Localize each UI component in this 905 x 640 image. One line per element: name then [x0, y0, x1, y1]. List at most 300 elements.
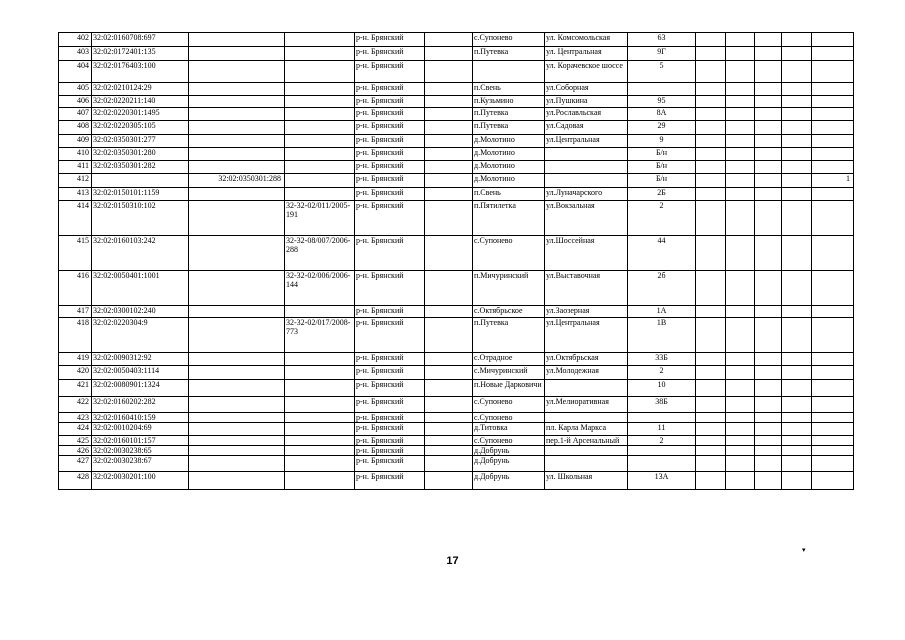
cadastral-number-cell: 32:02:0350301:277 [92, 135, 189, 148]
cadastral-number-cell: 32:02:0172401:135 [92, 47, 189, 61]
empty-cell [782, 306, 812, 318]
district-cell: р-н. Брянский [355, 423, 425, 436]
quantity-cell [812, 83, 854, 96]
settlement-cell: с.Супонево [473, 413, 545, 423]
house-number-cell: 5 [628, 61, 696, 83]
empty-cell [726, 446, 755, 456]
cadastral-number-cell: 32:02:0030201:100 [92, 472, 189, 490]
cadastral-number-alt-cell [189, 121, 285, 135]
settlement-cell: с.Супонево [473, 33, 545, 47]
empty-cell [755, 61, 782, 83]
empty-cell [696, 96, 726, 108]
empty-cell [782, 271, 812, 306]
settlement-cell: д.Молотино [473, 148, 545, 161]
empty-cell [726, 96, 755, 108]
empty-cell [726, 353, 755, 366]
quantity-cell: 1 [812, 174, 854, 188]
empty-cell [782, 397, 812, 413]
empty-cell [782, 96, 812, 108]
quantity-cell [812, 366, 854, 380]
table-row [59, 436, 854, 446]
quantity-cell [812, 188, 854, 201]
row-number-cell: 428 [59, 472, 92, 490]
cadastral-number-alt-cell [189, 456, 285, 472]
quantity-cell [812, 33, 854, 47]
cadastral-number-alt-cell [189, 33, 285, 47]
empty-cell [755, 446, 782, 456]
cadastral-number-cell: 32:02:0160103:242 [92, 236, 189, 271]
registration-number-cell [285, 446, 355, 456]
row-number-cell: 426 [59, 446, 92, 456]
house-number-cell: 29 [628, 121, 696, 135]
registration-number-cell [285, 472, 355, 490]
property-table [58, 32, 854, 490]
registration-number-cell [285, 306, 355, 318]
district-cell: р-н. Брянский [355, 188, 425, 201]
row-number-cell: 427 [59, 456, 92, 472]
empty-cell [696, 271, 726, 306]
street-cell: ул.Выставочная [545, 271, 628, 306]
quantity-cell [812, 446, 854, 456]
empty-cell [425, 366, 473, 380]
street-cell [545, 413, 628, 423]
district-cell: р-н. Брянский [355, 306, 425, 318]
house-number-cell: 11 [628, 423, 696, 436]
house-number-cell [628, 456, 696, 472]
cadastral-number-alt-cell [189, 188, 285, 201]
empty-cell [726, 271, 755, 306]
row-number-cell: 416 [59, 271, 92, 306]
cadastral-number-cell: 32:02:0210124:29 [92, 83, 189, 96]
empty-cell [755, 161, 782, 174]
settlement-cell: с.Октябрьское [473, 306, 545, 318]
table-row [59, 148, 854, 161]
empty-cell [782, 236, 812, 271]
settlement-cell: с.Супонево [473, 397, 545, 413]
table-body [59, 33, 854, 490]
empty-cell [696, 380, 726, 397]
quantity-cell [812, 413, 854, 423]
cadastral-number-alt-cell [189, 83, 285, 96]
empty-cell [425, 318, 473, 353]
cadastral-number-cell: 32:02:0350301:280 [92, 148, 189, 161]
cadastral-number-alt-cell [189, 413, 285, 423]
cadastral-number-alt-cell [189, 96, 285, 108]
table-row [59, 174, 854, 188]
empty-cell [755, 271, 782, 306]
settlement-cell: п.Путевка [473, 318, 545, 353]
registration-number-cell [285, 83, 355, 96]
registration-number-cell [285, 380, 355, 397]
district-cell: р-н. Брянский [355, 108, 425, 121]
table-row [59, 188, 854, 201]
empty-cell [696, 121, 726, 135]
row-number-cell: 403 [59, 47, 92, 61]
street-cell: ул.Соборная [545, 83, 628, 96]
quantity-cell [812, 353, 854, 366]
empty-cell [696, 472, 726, 490]
house-number-cell: 9 [628, 135, 696, 148]
table-row [59, 161, 854, 174]
quantity-cell [812, 201, 854, 236]
empty-cell [782, 446, 812, 456]
cadastral-number-alt-cell [189, 472, 285, 490]
page-number: 17 [446, 555, 459, 567]
empty-cell [782, 353, 812, 366]
row-number-cell: 420 [59, 366, 92, 380]
house-number-cell: 1В [628, 318, 696, 353]
empty-cell [425, 236, 473, 271]
district-cell: р-н. Брянский [355, 201, 425, 236]
empty-cell [755, 121, 782, 135]
row-number-cell: 408 [59, 121, 92, 135]
cadastral-number-alt-cell [189, 201, 285, 236]
settlement-cell: с.Супонево [473, 436, 545, 446]
registration-number-cell [285, 353, 355, 366]
empty-cell [696, 353, 726, 366]
empty-cell [782, 318, 812, 353]
registration-number-cell [285, 366, 355, 380]
settlement-cell: п.Путевка [473, 108, 545, 121]
cadastral-number-cell: 32:02:0050403:1114 [92, 366, 189, 380]
empty-cell [696, 201, 726, 236]
cadastral-number-cell: 32:02:0220304:9 [92, 318, 189, 353]
empty-cell [696, 413, 726, 423]
empty-cell [782, 161, 812, 174]
quantity-cell [812, 161, 854, 174]
empty-cell [726, 135, 755, 148]
row-number-cell: 412 [59, 174, 92, 188]
empty-cell [755, 33, 782, 47]
empty-cell [425, 423, 473, 436]
empty-cell [696, 456, 726, 472]
street-cell: ул. Корачевское шоссе [545, 61, 628, 83]
table-row [59, 413, 854, 423]
empty-cell [726, 436, 755, 446]
cadastral-number-cell: 32:02:0150101:1159 [92, 188, 189, 201]
cadastral-number-cell: 32:02:0080901:1324 [92, 380, 189, 397]
street-cell: ул.Шоссейная [545, 236, 628, 271]
empty-cell [782, 380, 812, 397]
street-cell: ул.Молодежная [545, 366, 628, 380]
registration-number-cell [285, 161, 355, 174]
empty-cell [425, 456, 473, 472]
street-cell: ул.Заозерная [545, 306, 628, 318]
table-row [59, 96, 854, 108]
empty-cell [696, 436, 726, 446]
house-number-cell: 1А [628, 306, 696, 318]
empty-cell [726, 161, 755, 174]
cadastral-number-cell: 32:02:0220305:105 [92, 121, 189, 135]
registration-number-cell [285, 174, 355, 188]
empty-cell [696, 236, 726, 271]
table-row [59, 423, 854, 436]
cadastral-number-cell: 32:02:0150310:102 [92, 201, 189, 236]
empty-cell [782, 413, 812, 423]
empty-cell [755, 456, 782, 472]
registration-number-cell [285, 148, 355, 161]
table-row [59, 456, 854, 472]
empty-cell [696, 366, 726, 380]
empty-cell [782, 472, 812, 490]
row-number-cell: 423 [59, 413, 92, 423]
empty-cell [755, 188, 782, 201]
empty-cell [425, 271, 473, 306]
empty-cell [755, 413, 782, 423]
district-cell: р-н. Брянский [355, 271, 425, 306]
row-number-cell: 410 [59, 148, 92, 161]
empty-cell [726, 47, 755, 61]
district-cell: р-н. Брянский [355, 472, 425, 490]
empty-cell [755, 148, 782, 161]
cadastral-number-cell: 32:02:0090312:92 [92, 353, 189, 366]
row-number-cell: 419 [59, 353, 92, 366]
cadastral-number-cell: 32:02:0010204:69 [92, 423, 189, 436]
empty-cell [782, 108, 812, 121]
settlement-cell: с.Мичуринский [473, 366, 545, 380]
registration-number-cell [285, 33, 355, 47]
empty-cell [755, 353, 782, 366]
table-row [59, 397, 854, 413]
district-cell: р-н. Брянский [355, 456, 425, 472]
row-number-cell: 421 [59, 380, 92, 397]
cadastral-number-alt-cell [189, 47, 285, 61]
table-row [59, 83, 854, 96]
empty-cell [726, 236, 755, 271]
house-number-cell [628, 413, 696, 423]
empty-cell [425, 201, 473, 236]
empty-cell [425, 306, 473, 318]
empty-cell [696, 423, 726, 436]
settlement-cell: д.Молотино [473, 135, 545, 148]
house-number-cell: 2 [628, 366, 696, 380]
quantity-cell [812, 306, 854, 318]
empty-cell [755, 366, 782, 380]
empty-cell [726, 456, 755, 472]
cadastral-number-cell: 32:02:0220211:140 [92, 96, 189, 108]
registration-number-cell: 32-32-08/007/2006-288 [285, 236, 355, 271]
district-cell: р-н. Брянский [355, 446, 425, 456]
empty-cell [726, 380, 755, 397]
district-cell: р-н. Брянский [355, 33, 425, 47]
table-row [59, 306, 854, 318]
quantity-cell [812, 108, 854, 121]
table-row [59, 318, 854, 353]
empty-cell [425, 135, 473, 148]
empty-cell [726, 306, 755, 318]
empty-cell [782, 135, 812, 148]
house-number-cell: 2 [628, 201, 696, 236]
empty-cell [425, 121, 473, 135]
empty-cell [696, 108, 726, 121]
empty-cell [425, 61, 473, 83]
district-cell: р-н. Брянский [355, 83, 425, 96]
cadastral-number-alt-cell [189, 135, 285, 148]
registry-sheet [58, 32, 853, 490]
table-row [59, 271, 854, 306]
cadastral-number-cell: 32:02:0050401:1001 [92, 271, 189, 306]
street-cell: ул.Пушкина [545, 96, 628, 108]
cadastral-number-alt-cell [189, 236, 285, 271]
cadastral-number-alt-cell [189, 366, 285, 380]
street-cell [545, 174, 628, 188]
district-cell: р-н. Брянский [355, 135, 425, 148]
cadastral-number-alt-cell [189, 61, 285, 83]
cadastral-number-alt-cell [189, 353, 285, 366]
row-number-cell: 413 [59, 188, 92, 201]
cadastral-number-alt-cell [189, 318, 285, 353]
empty-cell [425, 83, 473, 96]
table-row [59, 353, 854, 366]
cadastral-number-alt-cell [189, 161, 285, 174]
empty-cell [782, 366, 812, 380]
registration-number-cell [285, 135, 355, 148]
empty-cell [726, 413, 755, 423]
house-number-cell: 8А [628, 108, 696, 121]
empty-cell [425, 413, 473, 423]
district-cell: р-н. Брянский [355, 236, 425, 271]
empty-cell [425, 161, 473, 174]
empty-cell [425, 174, 473, 188]
empty-cell [425, 446, 473, 456]
registration-number-cell: 32-32-02/017/2008-773 [285, 318, 355, 353]
district-cell: р-н. Брянский [355, 366, 425, 380]
settlement-cell: п.Кузьмино [473, 96, 545, 108]
street-cell: пер.1-й Арсенальный [545, 436, 628, 446]
empty-cell [425, 472, 473, 490]
registration-number-cell [285, 121, 355, 135]
house-number-cell: 2б [628, 271, 696, 306]
empty-cell [755, 318, 782, 353]
table-row [59, 47, 854, 61]
settlement-cell: д.Титовка [473, 423, 545, 436]
empty-cell [726, 397, 755, 413]
empty-cell [782, 436, 812, 446]
quantity-cell [812, 436, 854, 446]
cadastral-number-alt-cell: 32:02:0350301:288 [189, 174, 285, 188]
cadastral-number-cell: 32:02:0160202:282 [92, 397, 189, 413]
registration-number-cell [285, 61, 355, 83]
row-number-cell: 422 [59, 397, 92, 413]
settlement-cell: с.Отрадное [473, 353, 545, 366]
table-row [59, 33, 854, 47]
district-cell: р-н. Брянский [355, 436, 425, 446]
cadastral-number-alt-cell [189, 108, 285, 121]
registration-number-cell [285, 108, 355, 121]
settlement-cell: д.Добрунь [473, 456, 545, 472]
district-cell: р-н. Брянский [355, 353, 425, 366]
empty-cell [425, 33, 473, 47]
settlement-cell: п.Путевка [473, 121, 545, 135]
settlement-cell: п.Свень [473, 83, 545, 96]
house-number-cell: 44 [628, 236, 696, 271]
settlement-cell [473, 61, 545, 83]
cadastral-number-cell [92, 174, 189, 188]
quantity-cell [812, 47, 854, 61]
settlement-cell: д.Молотино [473, 174, 545, 188]
district-cell: р-н. Брянский [355, 318, 425, 353]
empty-cell [425, 353, 473, 366]
street-cell: ул.Луначарского [545, 188, 628, 201]
empty-cell [425, 397, 473, 413]
district-cell: р-н. Брянский [355, 174, 425, 188]
empty-cell [425, 188, 473, 201]
cadastral-number-alt-cell [189, 446, 285, 456]
empty-cell [696, 188, 726, 201]
row-number-cell: 414 [59, 201, 92, 236]
street-cell: ул.Центральная [545, 318, 628, 353]
row-number-cell: 406 [59, 96, 92, 108]
quantity-cell [812, 135, 854, 148]
empty-cell [755, 96, 782, 108]
empty-cell [755, 83, 782, 96]
empty-cell [726, 423, 755, 436]
table-row [59, 108, 854, 121]
quantity-cell [812, 472, 854, 490]
empty-cell [425, 436, 473, 446]
row-number-cell: 415 [59, 236, 92, 271]
empty-cell [726, 201, 755, 236]
district-cell: р-н. Брянский [355, 161, 425, 174]
house-number-cell [628, 83, 696, 96]
registration-number-cell [285, 436, 355, 446]
empty-cell [782, 456, 812, 472]
row-number-cell: 418 [59, 318, 92, 353]
cadastral-number-cell: 32:02:0160708:697 [92, 33, 189, 47]
house-number-cell [628, 446, 696, 456]
empty-cell [696, 446, 726, 456]
quantity-cell [812, 61, 854, 83]
registration-number-cell [285, 413, 355, 423]
empty-cell [755, 47, 782, 61]
empty-cell [696, 161, 726, 174]
settlement-cell: д.Добрунь [473, 472, 545, 490]
settlement-cell: д.Добрунь [473, 446, 545, 456]
cadastral-number-alt-cell [189, 423, 285, 436]
empty-cell [782, 121, 812, 135]
empty-cell [782, 33, 812, 47]
empty-cell [755, 236, 782, 271]
street-cell [545, 148, 628, 161]
empty-cell [726, 33, 755, 47]
empty-cell [726, 61, 755, 83]
empty-cell [696, 306, 726, 318]
quantity-cell [812, 380, 854, 397]
district-cell: р-н. Брянский [355, 397, 425, 413]
table-row [59, 201, 854, 236]
settlement-cell: с.Супонево [473, 236, 545, 271]
empty-cell [425, 148, 473, 161]
table-row [59, 366, 854, 380]
empty-cell [696, 61, 726, 83]
cadastral-number-alt-cell [189, 380, 285, 397]
street-cell: ул. Комсомольская [545, 33, 628, 47]
quantity-cell [812, 96, 854, 108]
empty-cell [755, 472, 782, 490]
table-row [59, 135, 854, 148]
quantity-cell [812, 423, 854, 436]
street-cell: ул.Садовая [545, 121, 628, 135]
street-cell: пл. Карла Маркса [545, 423, 628, 436]
house-number-cell: 10 [628, 380, 696, 397]
empty-cell [755, 397, 782, 413]
empty-cell [696, 148, 726, 161]
house-number-cell: 33Б [628, 353, 696, 366]
quantity-cell [812, 236, 854, 271]
empty-cell [755, 436, 782, 446]
row-number-cell: 405 [59, 83, 92, 96]
empty-cell [425, 108, 473, 121]
